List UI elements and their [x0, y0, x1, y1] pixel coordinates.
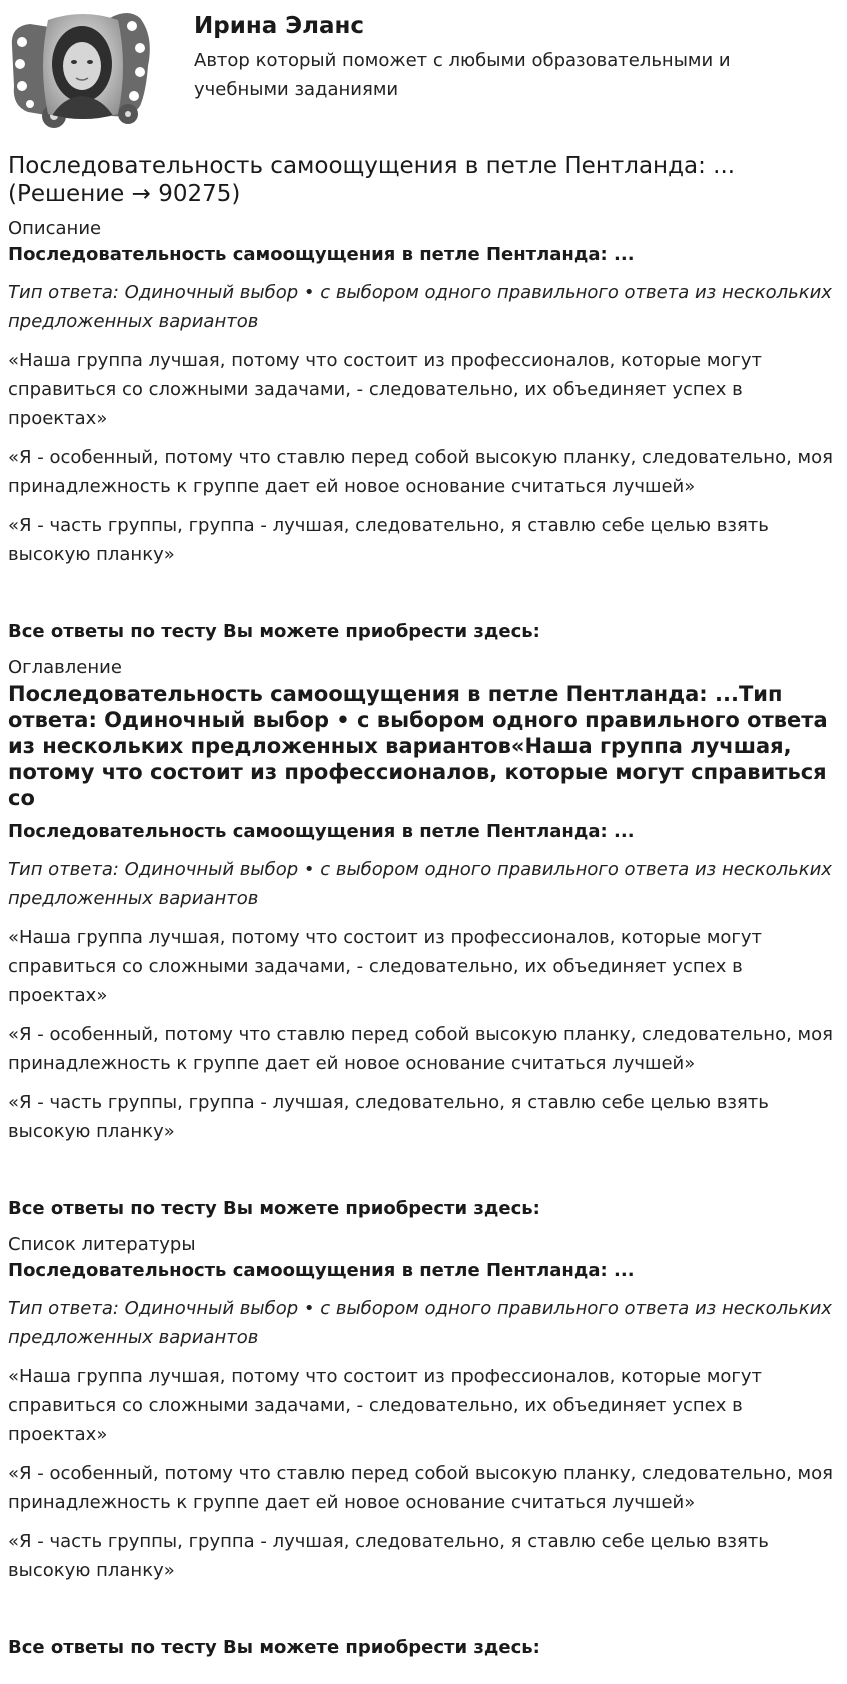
question-title: Последовательность самоощущения в петле Пентланда: ... — [8, 821, 635, 842]
section-label: Оглавление — [8, 657, 122, 678]
section-description — [8, 216, 839, 645]
answer-option: «Я - особенный, потому что ставлю перед собой высокую планку, следовательно, моя принадлежность к группе дает ей новое основание считаться лучшей» — [8, 1024, 833, 1074]
section-bibliography — [8, 1232, 839, 1661]
answer-option: «Наша группа лучшая, потому что состоит из профессионалов, которые могут справиться со сложными задачами, - следовательно, их объединяет успех в проектах» — [8, 1366, 763, 1445]
question-title: Последовательность самоощущения в петле Пентланда: ... — [8, 1260, 635, 1281]
answer-option: «Я - часть группы, группа - лучшая, следовательно, я ставлю себе целью взять высокую планку» — [8, 1531, 769, 1581]
answer-option: «Я - часть группы, группа - лучшая, следовательно, я ставлю себе целью взять высокую планку» — [8, 1092, 769, 1142]
section-label: Список литературы — [8, 1234, 196, 1255]
author-card — [8, 6, 839, 130]
answer-type: Тип ответа: Одиночный выбор • с выбором одного правильного ответа из нескольких предложенных вариантов — [8, 282, 832, 332]
contents-heading: Последовательность самоощущения в петле Пентланда: ...Тип ответа: Одиночный выбор • с выбором одного правильного ответа из нескольких предложенных вариантов«Наша группа лучшая, потому что состоит из профессионалов, которые могут справиться со — [8, 682, 828, 810]
answer-option: «Наша группа лучшая, потому что состоит из профессионалов, которые могут справиться со сложными задачами, - следовательно, их объединяет успех в проектах» — [8, 927, 763, 1006]
answer-option: «Наша группа лучшая, потому что состоит из профессионалов, которые могут справиться со сложными задачами, - следовательно, их объединяет успех в проектах» — [8, 350, 763, 429]
answer-option: «Я - часть группы, группа - лучшая, следовательно, я ставлю себе целью взять высокую планку» — [8, 515, 769, 565]
section-contents — [8, 655, 839, 1222]
avatar-film-frame-icon — [8, 6, 158, 130]
question-title: Последовательность самоощущения в петле Пентланда: ... — [8, 244, 635, 265]
section-label: Описание — [8, 218, 102, 239]
answer-option: «Я - особенный, потому что ставлю перед собой высокую планку, следовательно, моя принадлежность к группе дает ей новое основание считаться лучшей» — [8, 1463, 833, 1513]
answer-type: Тип ответа: Одиночный выбор • с выбором одного правильного ответа из нескольких предложенных вариантов — [8, 1298, 832, 1348]
author-description: Автор который поможет с любыми образовательными и учебными заданиями — [194, 50, 731, 100]
avatar — [8, 6, 158, 130]
buy-answers-link[interactable]: Все ответы по тесту Вы можете приобрести здесь: — [8, 1637, 540, 1658]
author-name: Ирина Эланс — [194, 13, 365, 39]
answer-type: Тип ответа: Одиночный выбор • с выбором одного правильного ответа из нескольких предложенных вариантов — [8, 859, 832, 909]
buy-answers-link[interactable]: Все ответы по тесту Вы можете приобрести здесь: — [8, 621, 540, 642]
answer-option: «Я - особенный, потому что ставлю перед собой высокую планку, следовательно, моя принадлежность к группе дает ей новое основание считаться лучшей» — [8, 447, 833, 497]
author-info — [194, 6, 794, 104]
buy-answers-link[interactable]: Все ответы по тесту Вы можете приобрести здесь: — [8, 1198, 540, 1219]
page-title: Последовательность самоощущения в петле Пентланда: ... (Решение → 90275) — [8, 153, 736, 207]
